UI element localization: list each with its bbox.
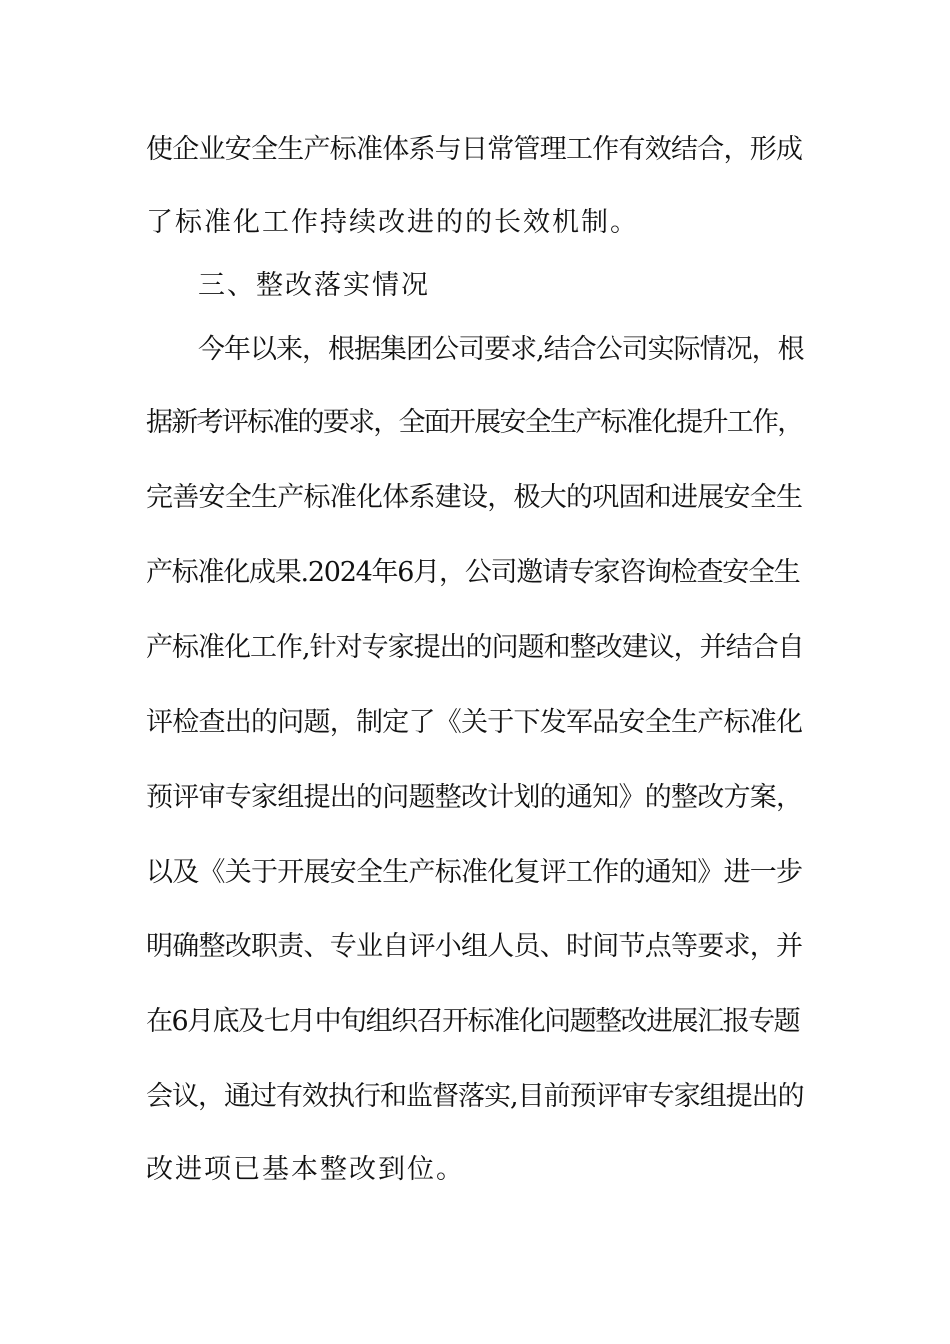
section-heading: 三、整改落实情况 — [198, 270, 430, 301]
body-text-line: 明确整改职责、专业自评小组人员、时间节点等要求，并 — [146, 931, 803, 962]
body-text-line: 评检查出的问题，制定了《关于下发军品安全生产标准化 — [146, 707, 803, 738]
body-text-line: 产标准化成果.2024年6月，公司邀请专家咨询检查安全生 — [146, 557, 800, 588]
body-text-line: 今年以来，根据集团公司要求,结合公司实际情况，根 — [198, 334, 804, 365]
body-text-line: 会议，通过有效执行和监督落实,目前预评审专家组提出的 — [146, 1081, 804, 1112]
body-text-line: 了标准化工作持续改进的的长效机制。 — [146, 207, 639, 238]
body-text-line: 改进项已基本整改到位。 — [146, 1154, 465, 1185]
body-text-line: 产标准化工作,针对专家提出的问题和整改建议，并结合自 — [146, 632, 804, 663]
body-text-line: 使企业安全生产标准体系与日常管理工作有效结合，形成 — [146, 134, 803, 165]
body-text-line: 在6月底及七月中旬组织召开标准化问题整改进展汇报专题 — [146, 1006, 800, 1037]
body-text-line: 完善安全生产标准化体系建设，极大的巩固和进展安全生 — [146, 482, 803, 513]
body-text-line: 以及《关于开展安全生产标准化复评工作的通知》进一步 — [146, 857, 803, 888]
body-text-line: 预评审专家组提出的问题整改计划的通知》的整改方案， — [146, 782, 803, 813]
body-text-line: 据新考评标准的要求，全面开展安全生产标准化提升工作， — [146, 407, 803, 438]
